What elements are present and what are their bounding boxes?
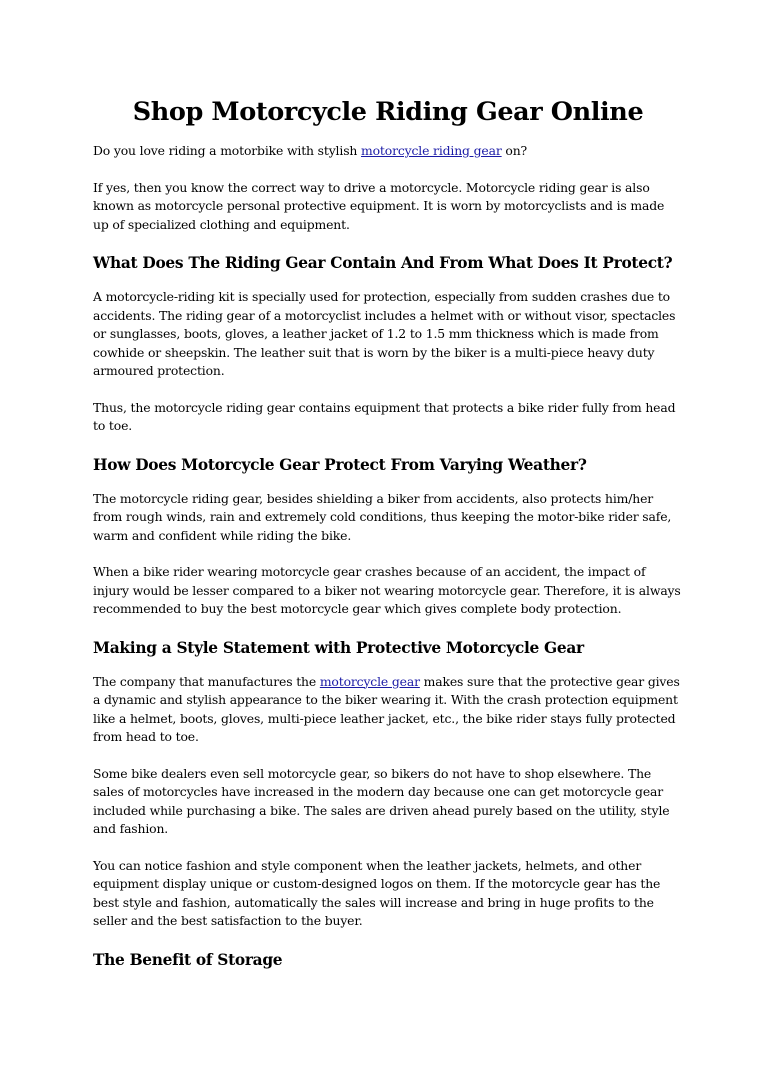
- paragraph-weather: The motorcycle riding gear, besides shielding a biker from accidents, also protects him/her from rough winds, rain and extremely cold conditions, thus keeping the motor-bike rider safe, warm and confident while riding the bike.: [93, 490, 672, 543]
- paragraph-company: [93, 673, 683, 747]
- heading-varying-weather: How Does Motorcycle Gear Protect From Varying Weather?: [93, 455, 587, 474]
- motorcycle-gear-link[interactable]: motorcycle gear: [319, 673, 420, 689]
- paragraph-fashion: You can notice fashion and style component when the leather jackets, helmets, and other equipment display unique or custom-designed logos on them. If the motorcycle gear has the best style and fashion, automatically the sales will increase and bring in huge profits to the seller and the best satisfaction to the buyer.: [93, 857, 661, 928]
- document-page: [93, 92, 683, 985]
- company-text-after: makes sure that the protective gear gives a dynamic and stylish appearance to the biker wearing it. With the crash protection equipment like a helmet, boots, gloves, multi-piece leather jacket, etc., the bike rider stays fully protected from head to toe.: [93, 673, 680, 744]
- paragraph-dealers: Some bike dealers even sell motorcycle gear, so bikers do not have to shop elsewhere. The sales of motorcycles have increased in the modern day because one can get motorcycle gear included while purchasing a bike. The sales are driven ahead purely based on the utility, style and fashion.: [93, 765, 670, 836]
- intro-text-before: Do you love riding a motorbike with stylish: [93, 143, 362, 158]
- paragraph-thus: Thus, the motorcycle riding gear contains equipment that protects a bike rider fully from head to toe.: [93, 399, 676, 433]
- paragraph-yes: If yes, then you know the correct way to drive a motorcycle. Motorcycle riding gear is also known as motorcycle personal protective equipment. It is worn by motorcyclists and is made up of specialized clothing and equipment.: [93, 179, 665, 232]
- heading-style-statement: Making a Style Statement with Protective Motorcycle Gear: [93, 638, 584, 657]
- paragraph-crash: When a bike rider wearing motorcycle gear crashes because of an accident, the impact of injury would be lesser compared to a biker not wearing motorcycle gear. Therefore, it is always recommended to buy the best motorcycle gear which gives complete body protection.: [93, 564, 681, 616]
- heading-benefit-storage: The Benefit of Storage: [93, 950, 283, 969]
- company-text-before: The company that manufactures the: [93, 673, 320, 689]
- paragraph-kit: A motorcycle-riding kit is specially used for protection, especially from sudden crashes due to accidents. The riding gear of a motorcyclist includes a helmet with or without visor, spectacles or sunglasses, boots, gloves, a leather jacket of 1.2 to 1.5 mm thickness which is made from cowhide or sheepskin. The leather suit that is worn by the biker is a multi-piece heavy duty armoured protection.: [93, 289, 676, 378]
- intro-paragraph: [93, 142, 683, 161]
- heading-riding-gear-contain: What Does The Riding Gear Contain And From What Does It Protect?: [93, 254, 673, 272]
- motorcycle-riding-gear-link[interactable]: motorcycle riding gear: [361, 143, 502, 158]
- page-title: Shop Motorcycle Riding Gear Online: [132, 97, 644, 127]
- intro-text-after: on?: [501, 143, 528, 158]
